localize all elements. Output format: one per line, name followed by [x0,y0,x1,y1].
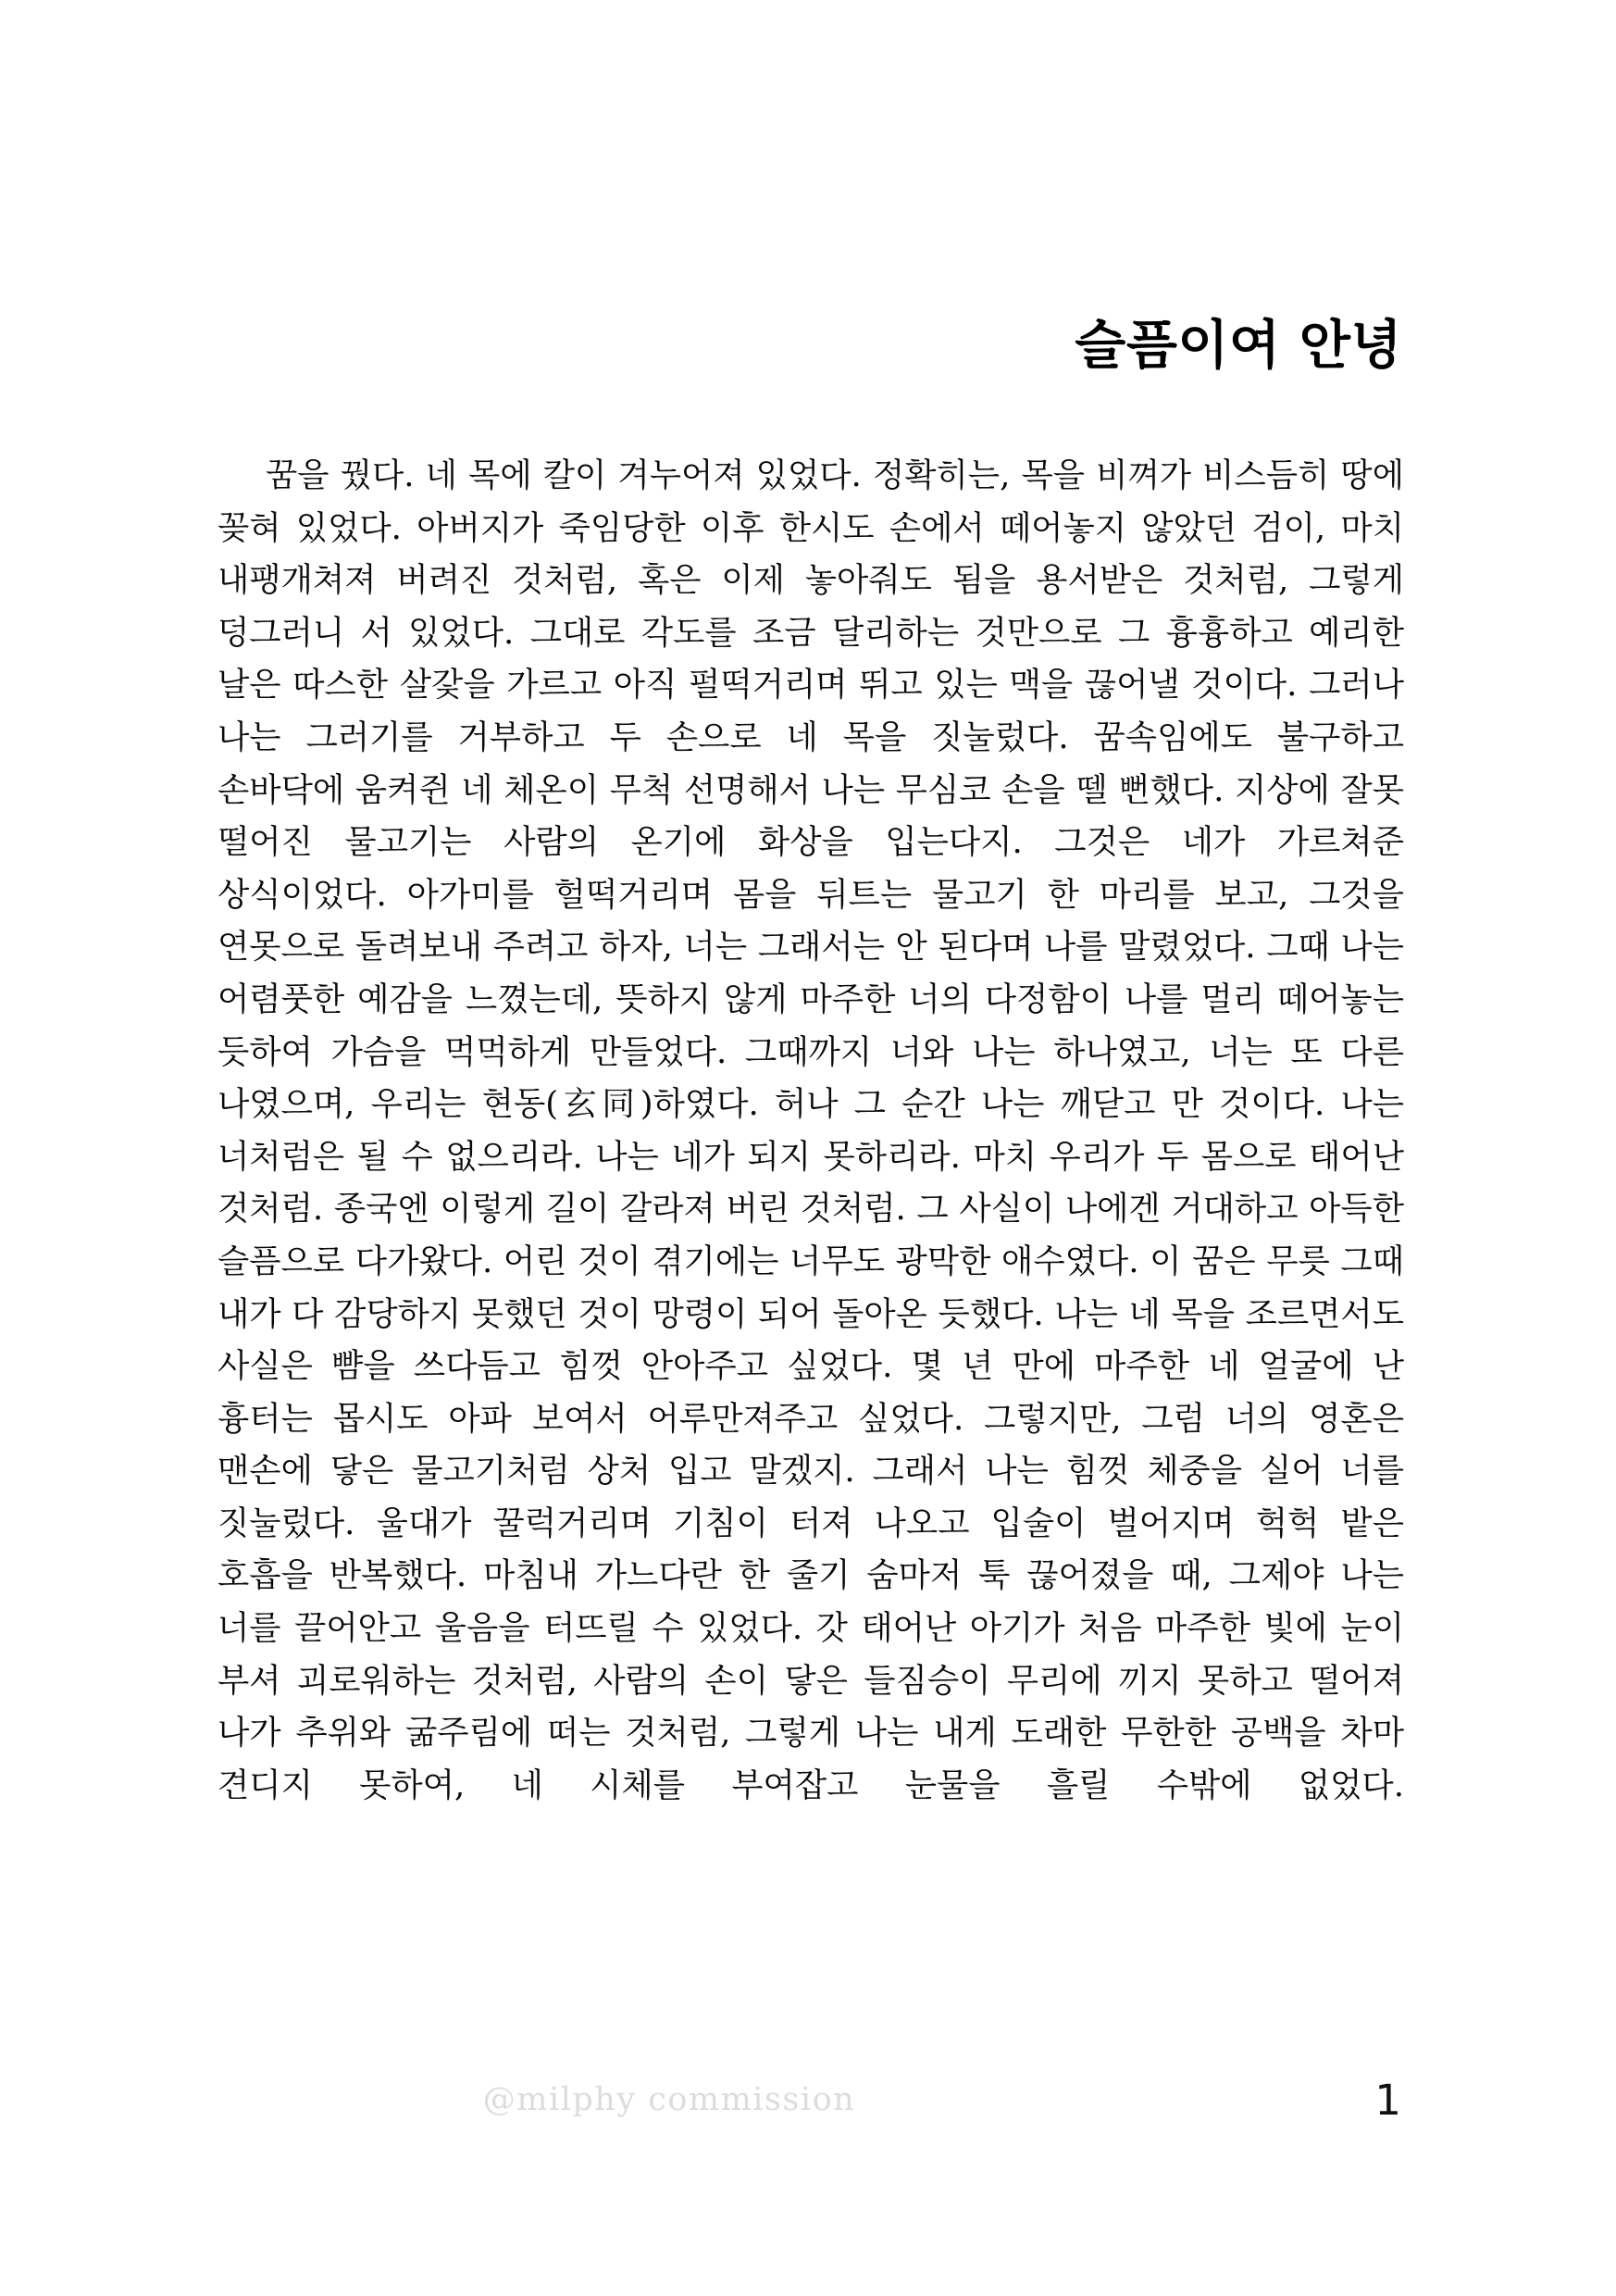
page-number: 1 [1374,2076,1401,2125]
page-title: 슬픔이여 안녕 [1075,315,1402,377]
page-footer [0,2076,1616,2155]
body-text-block [218,450,1404,1865]
watermark-text: @milphy commission [482,2081,856,2118]
body-paragraph: 꿈을 꿨다. 네 목에 칼이 겨누어져 있었다. 정확히는, 목을 비껴가 비스듬히 땅에 꽂혀 있었다. 아버지가 죽임당한 이후 한시도 손에서 떼어놓지 않았던 검이, 마치 내팽개쳐져 버려진 것처럼, 혹은 이제 놓아줘도 됨을 용서받은 것처럼, 그렇게 덩그러니 서 있었다. 그대로 각도를 조금 달리하는 것만으로 그 흉흉하고 예리한 날은 따스한 살갗을 가르고 아직 펄떡거리며 뛰고 있는 맥을 끊어낼 것이다. 그러나 나는 그러기를 거부하고 두 손으로 네 목을 짓눌렀다. 꿈속임에도 불구하고 손바닥에 움켜쥔 네 체온이 무척 선명해서 나는 무심코 손을 뗄 뻔했다. 지상에 잘못 떨어진 물고기는 사람의 온기에 화상을 입는다지. 그것은 네가 가르쳐준 상식이었다. 아가미를 헐떡거리며 몸을 뒤트는 물고기 한 마리를 보고, 그것을 연못으로 돌려보내 주려고 하자, 너는 그래서는 안 된다며 나를 말렸었다. 그때 나는 어렴풋한 예감을 느꼈는데, 뜻하지 않게 마주한 너의 다정함이 나를 멀리 떼어놓는 듯하여 가슴을 먹먹하게 만들었다. 그때까지 너와 나는 하나였고, 너는 또 다른 나였으며, 우리는 현동(玄同)하였다. 허나 그 순간 나는 깨닫고 만 것이다. 나는 너처럼은 될 수 없으리라. 나는 네가 되지 못하리라. 마치 우리가 두 몸으로 태어난 것처럼. 종국엔 이렇게 길이 갈라져 버린 것처럼. 그 사실이 나에겐 거대하고 아득한 슬픔으로 다가왔다. 어린 것이 겪기에는 너무도 광막한 애수였다. 이 꿈은 무릇 그때 내가 다 감당하지 못했던 것이 망령이 되어 돌아온 듯했다. 나는 네 목을 조르면서도 사실은 뺨을 쓰다듬고 힘껏 안아주고 싶었다. 몇 년 만에 마주한 네 얼굴에 난 흉터는 몹시도 아파 보여서 어루만져주고 싶었다. 그렇지만, 그럼 너의 영혼은 맨손에 닿은 물고기처럼 상처 입고 말겠지. 그래서 나는 힘껏 체중을 실어 너를 짓눌렀다. 울대가 꿀럭거리며 기침이 터져 나오고 입술이 벌어지며 헉헉 밭은 호흡을 반복했다. 마침내 가느다란 한 줄기 숨마저 툭 끊어졌을 때, 그제야 나는 너를 끌어안고 울음을 터뜨릴 수 있었다. 갓 태어난 아기가 처음 마주한 빛에 눈이 부셔 괴로워하는 것처럼, 사람의 손이 닿은 들짐승이 무리에 끼지 못하고 떨어져 나가 추위와 굶주림에 떠는 것처럼, 그렇게 나는 내게 도래한 무한한 공백을 차마 견디지 못하여, 네 시체를 부여잡고 눈물을 흘릴 수밖에 없었다. [218,456,1404,1804]
